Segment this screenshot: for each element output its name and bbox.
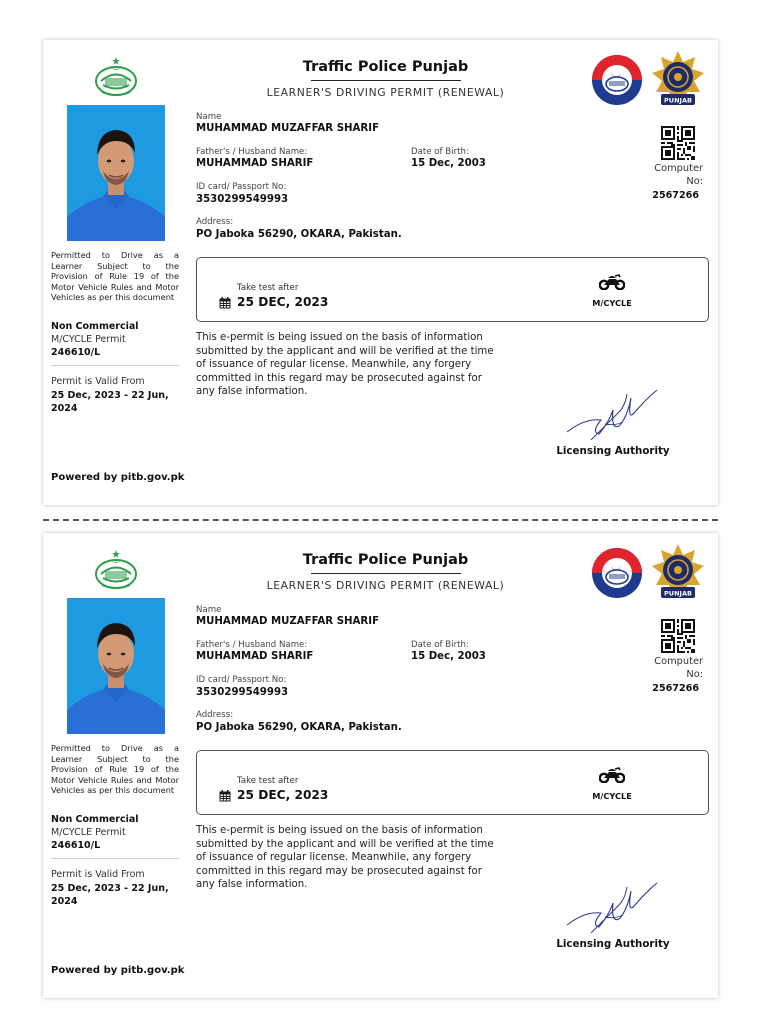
- qr-code: [661, 126, 695, 160]
- vehicle-class: M/CYCLE: [592, 298, 632, 308]
- id-card-label: ID card/ Passport No:: [196, 182, 287, 192]
- father-name: MUHAMMAD SHARIF: [196, 158, 314, 169]
- take-test-date: 25 DEC, 2023: [237, 788, 329, 802]
- date-of-birth: 15 Dec, 2003: [411, 158, 486, 169]
- punjab-government-logo: [93, 549, 139, 591]
- permit-category: Non Commercial: [51, 321, 139, 332]
- page-subtitle: LEARNER'S DRIVING PERMIT (RENEWAL): [266, 579, 505, 592]
- learner-permit-card: [43, 533, 718, 998]
- punjab-star-badge: [651, 50, 705, 110]
- calendar-icon: [219, 790, 231, 802]
- signature: [561, 382, 661, 444]
- motorcycle-icon: [599, 765, 625, 783]
- father-name-label: Father's / Husband Name:: [196, 640, 308, 650]
- disclaimer: This e-permit is being issued on the basis of information submitted by the applicant and will be verified at the time of issuance of regular license. Meanwhile, any forgery committed in this regard may be prosecuted against for any false information.: [196, 332, 494, 398]
- punjab-star-badge: [651, 543, 705, 603]
- validity-range: 25 Dec, 2023 - 22 Jun, 2024: [51, 883, 169, 907]
- learner-permit-card: [43, 40, 718, 505]
- computer-number-label: Computer No:: [654, 656, 703, 680]
- name-label: Name: [196, 112, 222, 122]
- signature: [561, 875, 661, 937]
- licensing-authority: Licensing Authority: [556, 445, 670, 457]
- qr-code: [661, 619, 695, 653]
- punjab-police-badge: [591, 547, 643, 599]
- badge-text: PUNJAB: [664, 589, 692, 598]
- dob-label: Date of Birth:: [411, 147, 469, 157]
- father-name-label: Father's / Husband Name:: [196, 147, 308, 157]
- divider: [51, 365, 179, 366]
- address-label: Address:: [196, 217, 234, 227]
- applicant-name: MUHAMMAD MUZAFFAR SHARIF: [196, 616, 380, 627]
- address: PO Jaboka 56290, OKARA, Pakistan.: [196, 722, 402, 733]
- validity-range: 25 Dec, 2023 - 22 Jun, 2024: [51, 390, 169, 414]
- permit-type: M/CYCLE Permit: [51, 827, 126, 838]
- address-label: Address:: [196, 710, 234, 720]
- test-schedule-box: [196, 750, 709, 815]
- permit-number: 246610/L: [51, 347, 101, 358]
- permit-condition-note: Permitted to Drive as a Learner Subject to the Provision of Rule 19 of the Motor Vehicle Rules and Motor Vehicles as per this document: [51, 250, 179, 303]
- computer-number: 2567266: [652, 190, 699, 201]
- punjab-police-badge: [591, 54, 643, 106]
- id-card-label: ID card/ Passport No:: [196, 675, 287, 685]
- permit-number: 246610/L: [51, 840, 101, 851]
- take-test-label: Take test after: [237, 776, 299, 786]
- dob-label: Date of Birth:: [411, 640, 469, 650]
- permit-type: M/CYCLE Permit: [51, 334, 126, 345]
- title-underline: [311, 573, 461, 574]
- motorcycle-icon: [599, 272, 625, 290]
- licensing-authority: Licensing Authority: [556, 938, 670, 950]
- computer-number: 2567266: [652, 683, 699, 694]
- divider: [51, 858, 179, 859]
- computer-number-label: Computer No:: [654, 163, 703, 187]
- validity-label: Permit is Valid From: [51, 869, 145, 880]
- applicant-photo: [67, 105, 165, 241]
- page-subtitle: LEARNER'S DRIVING PERMIT (RENEWAL): [266, 86, 505, 99]
- validity-label: Permit is Valid From: [51, 376, 145, 387]
- applicant-photo: [67, 598, 165, 734]
- permit-category: Non Commercial: [51, 814, 139, 825]
- take-test-date: 25 DEC, 2023: [237, 295, 329, 309]
- id-card-number: 3530299549993: [196, 194, 289, 205]
- powered-by: Powered by pitb.gov.pk: [51, 472, 185, 483]
- test-schedule-box: [196, 257, 709, 322]
- disclaimer: This e-permit is being issued on the basis of information submitted by the applicant and will be verified at the time of issuance of regular license. Meanwhile, any forgery committed in this regard may be prosecuted against for any false information.: [196, 825, 494, 891]
- page-title: Traffic Police Punjab: [302, 552, 469, 568]
- father-name: MUHAMMAD SHARIF: [196, 651, 314, 662]
- page-title: Traffic Police Punjab: [302, 59, 469, 75]
- title-underline: [311, 80, 461, 81]
- applicant-name: MUHAMMAD MUZAFFAR SHARIF: [196, 123, 380, 134]
- vehicle-class: M/CYCLE: [592, 791, 632, 801]
- calendar-icon: [219, 297, 231, 309]
- badge-text: PUNJAB: [664, 96, 692, 105]
- cut-line: [43, 519, 718, 521]
- address: PO Jaboka 56290, OKARA, Pakistan.: [196, 229, 402, 240]
- take-test-label: Take test after: [237, 283, 299, 293]
- date-of-birth: 15 Dec, 2003: [411, 651, 486, 662]
- permit-condition-note: Permitted to Drive as a Learner Subject to the Provision of Rule 19 of the Motor Vehicle Rules and Motor Vehicles as per this document: [51, 743, 179, 796]
- punjab-government-logo: [93, 56, 139, 98]
- name-label: Name: [196, 605, 222, 615]
- id-card-number: 3530299549993: [196, 687, 289, 698]
- powered-by: Powered by pitb.gov.pk: [51, 965, 185, 976]
